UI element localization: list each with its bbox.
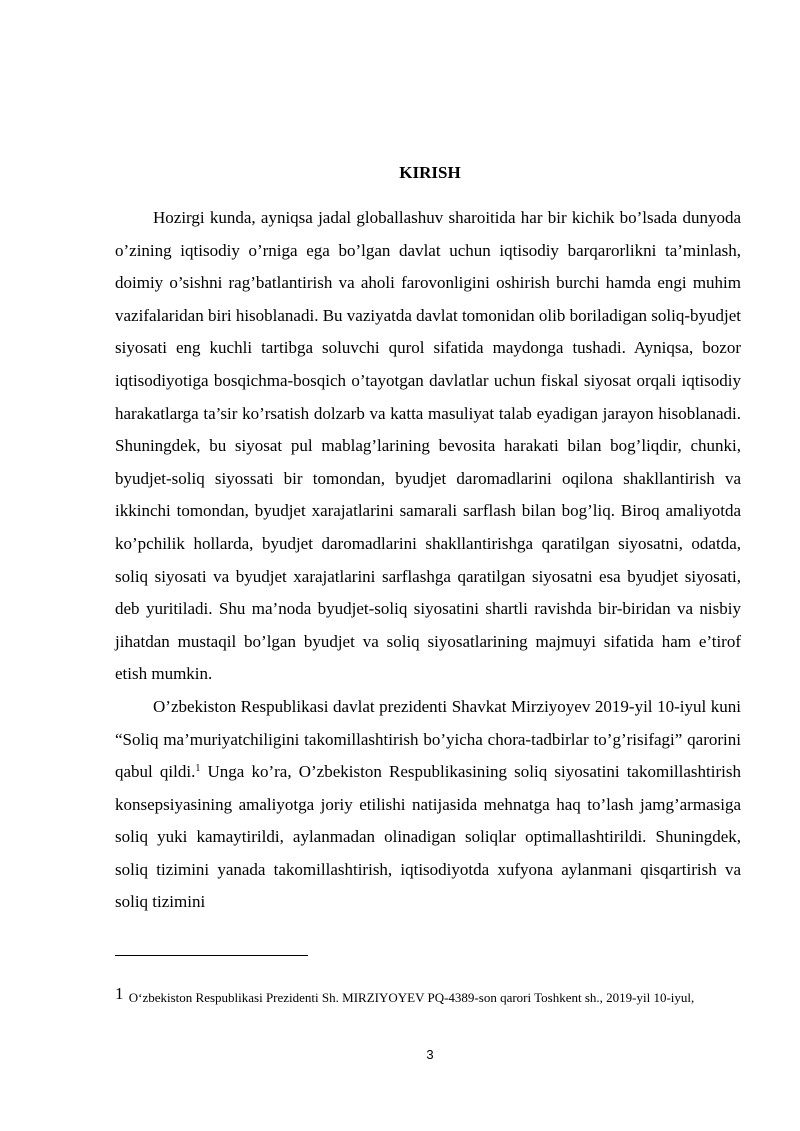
footnote-number: 1 — [115, 984, 124, 1003]
footnote — [115, 984, 735, 1007]
paragraph-2-text-start: O’zbekiston Respublikasi davlat prezidenti Shavkat Mirziyoyev 2019-yil 10-iyul kuni “Soliq ma’muriyatchiligini takomillashtirish bo’yicha chora-tadbirlar to’g’risifagi” qarorini qabul qildi. — [115, 696, 741, 782]
footnote-text: O‘zbekiston Respublikasi Prezidenti Sh. MIRZIYOYEV PQ-4389-son qarori Toshkent sh., 2019-yil 10-iyul, — [128, 990, 695, 1005]
footnote-reference: 1 — [195, 763, 201, 775]
footnote-separator — [115, 955, 308, 956]
paragraph-1: Hozirgi kunda, ayniqsa jadal globallashuv sharoitida har bir kichik bo’lsada dunyoda o’zining iqtisodiy o’rniga ega bo’lgan davlat uchun iqtisodiy barqarorlikni ta’minlash, doimiy o’sishni rag’batlantirish va aholi farovonligini oshirish burchi hamda engi muhim vazifalaridan biri hisoblanadi. Bu vaziyatda davlat tomonidan olib boriladigan soliq-byudjet siyosati eng kuchli tartibga soluvchi qurol sifatida maydonga tushadi. Ayniqsa, bozor iqtisodiyotiga bosqichma-bosqich o’tayotgan davlatlar uchun fiskal siyosat orqali iqtisodiy harakatlarga ta’sir ko’rsatish dolzarb va katta masuliyat talab eyadigan jarayon hisoblanadi. Shuningdek, bu siyosat pul mablag’larining bevosita harakati bilan bog’liqdir, chunki, byudjet-soliq siyossati bir tomondan, byudjet daromadlarini oqilona shakllantirish va ikkinchi tomondan, byudjet xarajatlarini samarali sarflash bilan bog’liq. Biroq amaliyotda ko’pchilik hollarda, byudjet daromadlarini shakllantirishga qaratilgan siyosatni, odatda, soliq siyosati va byudjet xarajatlarini sarflashga qaratilgan siyosatni esa byudjet siyosati, deb yuritiladi. Shu ma’noda byudjet-soliq siyosatini shartli ravishda bir-biridan va nisbiy jihatdan mustaqil bo’lgan byudjet va soliq siyosatlarining majmuyi sifatida ham e’tirof etish mumkin. — [115, 208, 742, 684]
page-number: 3 — [426, 1047, 434, 1062]
section-heading: KIRISH — [399, 163, 461, 182]
body-text — [115, 202, 741, 919]
paragraph-2-text-end: Unga ko’ra, O’zbekiston Respublikasining soliq siyosatini takomillashtirish konsepsiyasining amaliyotga joriy etilishi natijasida mehnatga haq to’lash jamg’armasiga soliq yuki kamaytirildi, aylanmadan olinadigan soliqlar optimallashtirildi. Shuningdek, soliq tizimini yanada takomillashtirish, iqtisodiyotda xufyona aylanmani qisqartirish va soliq tizimini — [115, 762, 741, 912]
paragraph-2 — [115, 691, 741, 919]
